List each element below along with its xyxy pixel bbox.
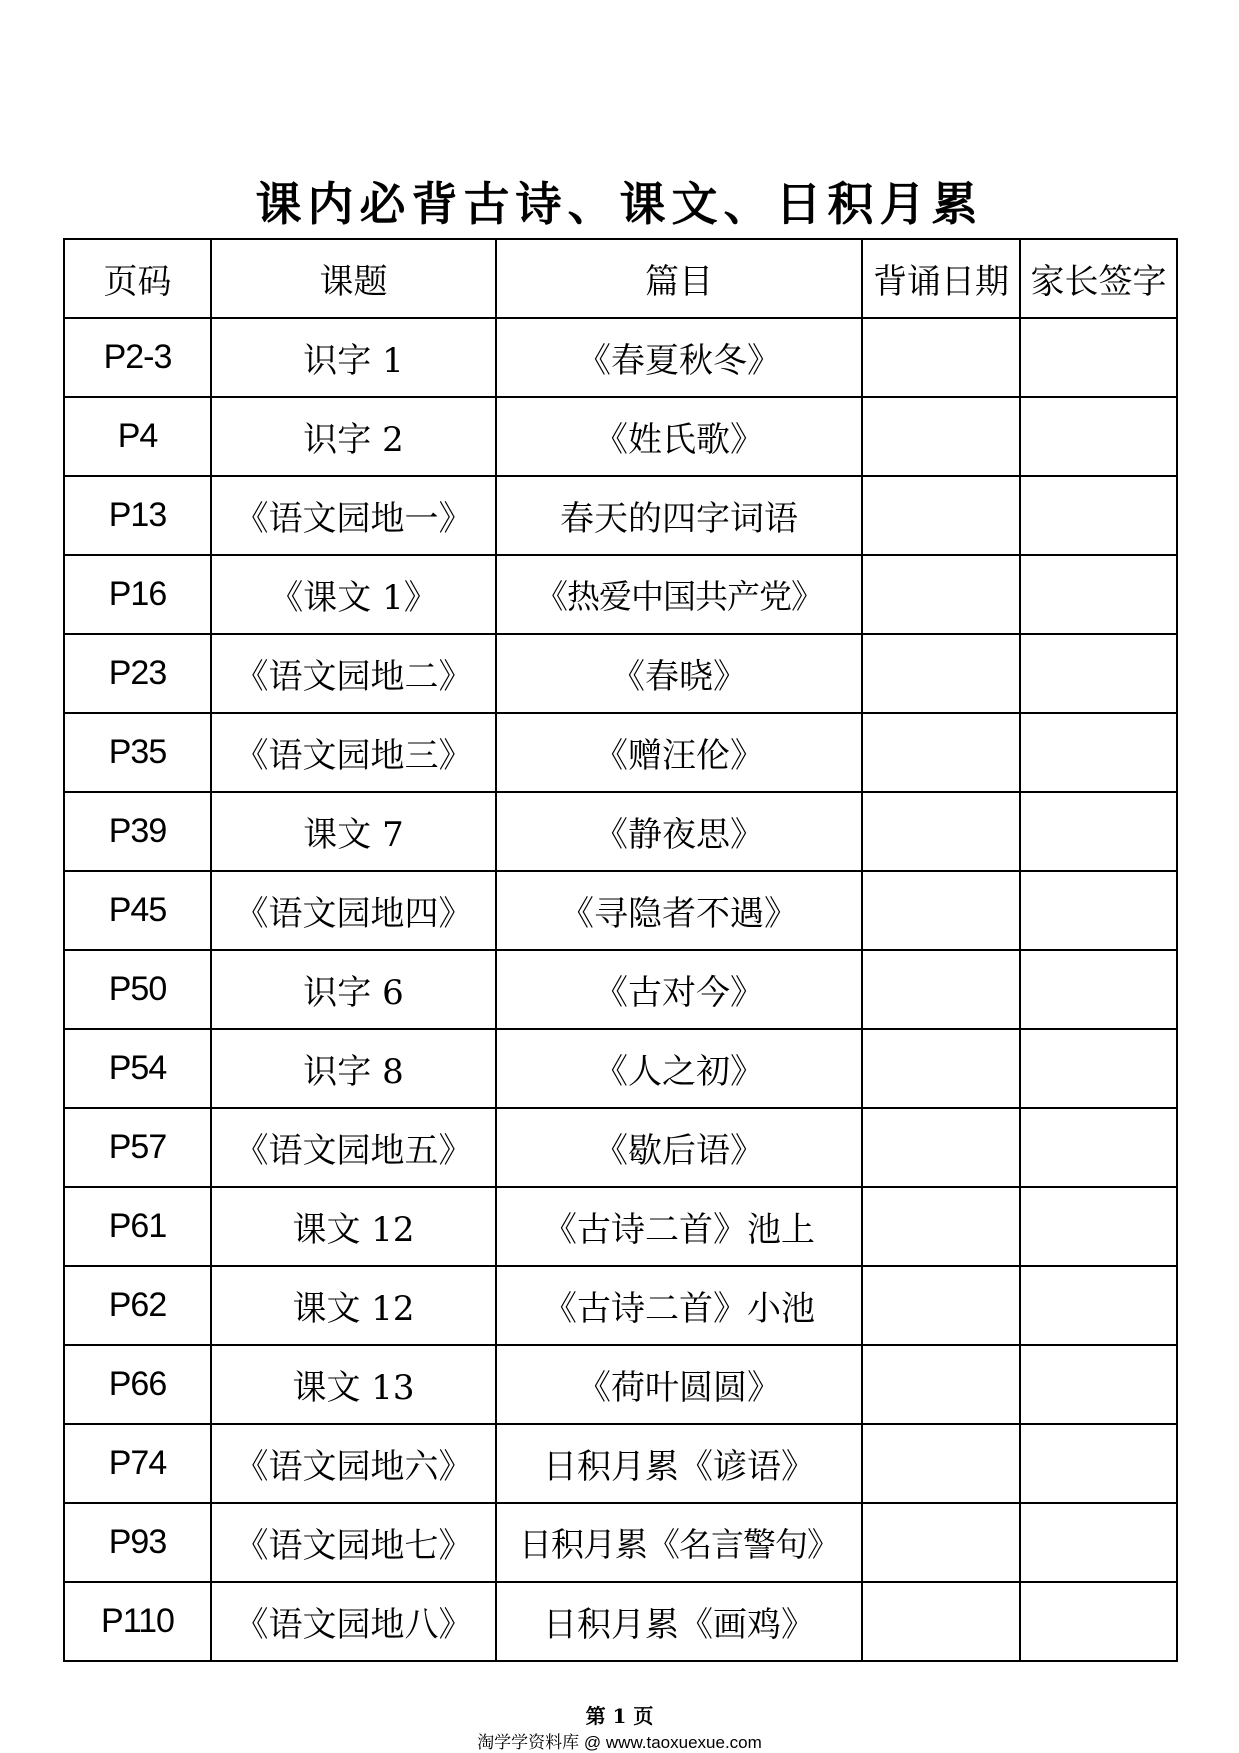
recite-date-cell[interactable] [862, 1345, 1020, 1424]
recite-date-cell[interactable] [862, 397, 1020, 476]
piece-cell: 《春晓》 [496, 634, 862, 713]
table-row [64, 1345, 1177, 1424]
table-row [64, 1503, 1177, 1582]
recite-date-cell[interactable] [862, 634, 1020, 713]
table-row [64, 1187, 1177, 1266]
piece-cell: 日积月累《画鸡》 [496, 1582, 862, 1661]
parent-signature-cell[interactable] [1020, 1029, 1177, 1108]
recite-date-cell[interactable] [862, 318, 1020, 397]
table-row [64, 871, 1177, 950]
page-cell: P45 [64, 871, 211, 950]
parent-signature-cell[interactable] [1020, 950, 1177, 1029]
piece-cell: 《热爱中国共产党》 [496, 555, 862, 634]
lesson-cell: 《语文园地七》 [211, 1503, 496, 1582]
piece-cell: 春天的四字词语 [496, 476, 862, 555]
piece-cell: 《歇后语》 [496, 1108, 862, 1187]
table-row [64, 1029, 1177, 1108]
parent-signature-cell[interactable] [1020, 1345, 1177, 1424]
parent-signature-cell[interactable] [1020, 792, 1177, 871]
parent-signature-cell[interactable] [1020, 1424, 1177, 1503]
recite-date-cell[interactable] [862, 950, 1020, 1029]
recite-date-cell[interactable] [862, 792, 1020, 871]
piece-cell: 《古诗二首》小池 [496, 1266, 862, 1345]
table-row [64, 792, 1177, 871]
page-cell: P61 [64, 1187, 211, 1266]
parent-signature-cell[interactable] [1020, 713, 1177, 792]
header-parent-signature: 家长签字 [1020, 239, 1177, 318]
lesson-cell: 识字 1 [211, 318, 496, 397]
lesson-cell: 《语文园地三》 [211, 713, 496, 792]
table-row [64, 555, 1177, 634]
table-row [64, 713, 1177, 792]
table-row [64, 397, 1177, 476]
page-cell: P23 [64, 634, 211, 713]
lesson-cell: 课文 12 [211, 1266, 496, 1345]
recite-date-cell[interactable] [862, 1029, 1020, 1108]
piece-cell: 《春夏秋冬》 [496, 318, 862, 397]
recite-date-cell[interactable] [862, 1503, 1020, 1582]
recite-date-cell[interactable] [862, 1582, 1020, 1661]
header-lesson: 课题 [211, 239, 496, 318]
header-piece: 篇目 [496, 239, 862, 318]
table-row [64, 1582, 1177, 1661]
parent-signature-cell[interactable] [1020, 476, 1177, 555]
piece-cell: 日积月累《谚语》 [496, 1424, 862, 1503]
page-cell: P57 [64, 1108, 211, 1187]
source-credit: 淘学学资料库 @ www.taoxuexue.com [477, 1733, 762, 1752]
page-cell: P74 [64, 1424, 211, 1503]
recitation-table [63, 238, 1178, 1662]
lesson-cell: 《语文园地四》 [211, 871, 496, 950]
page-cell: P50 [64, 950, 211, 1029]
parent-signature-cell[interactable] [1020, 555, 1177, 634]
parent-signature-cell[interactable] [1020, 1266, 1177, 1345]
lesson-cell: 《课文 1》 [211, 555, 496, 634]
recite-date-cell[interactable] [862, 476, 1020, 555]
page-cell: P54 [64, 1029, 211, 1108]
piece-cell: 《寻隐者不遇》 [496, 871, 862, 950]
page-number: 第 1 页 [585, 1704, 654, 1728]
recite-date-cell[interactable] [862, 1108, 1020, 1187]
piece-cell: 《人之初》 [496, 1029, 862, 1108]
parent-signature-cell[interactable] [1020, 397, 1177, 476]
lesson-cell: 识字 6 [211, 950, 496, 1029]
recite-date-cell[interactable] [862, 555, 1020, 634]
piece-cell: 《古诗二首》池上 [496, 1187, 862, 1266]
page-cell: P62 [64, 1266, 211, 1345]
table-row [64, 1424, 1177, 1503]
recite-date-cell[interactable] [862, 1424, 1020, 1503]
table-row [64, 476, 1177, 555]
page-cell: P93 [64, 1503, 211, 1582]
table-header-row [64, 239, 1177, 318]
page-cell: P4 [64, 397, 211, 476]
page-cell: P110 [64, 1582, 211, 1661]
table-row [64, 1266, 1177, 1345]
lesson-cell: 识字 2 [211, 397, 496, 476]
page-cell: P35 [64, 713, 211, 792]
parent-signature-cell[interactable] [1020, 318, 1177, 397]
page-cell: P16 [64, 555, 211, 634]
recite-date-cell[interactable] [862, 1187, 1020, 1266]
header-page: 页码 [64, 239, 211, 318]
lesson-cell: 识字 8 [211, 1029, 496, 1108]
lesson-cell: 课文 7 [211, 792, 496, 871]
parent-signature-cell[interactable] [1020, 1187, 1177, 1266]
parent-signature-cell[interactable] [1020, 1108, 1177, 1187]
recite-date-cell[interactable] [862, 871, 1020, 950]
piece-cell: 《姓氏歌》 [496, 397, 862, 476]
page-cell: P39 [64, 792, 211, 871]
piece-cell: 《荷叶圆圆》 [496, 1345, 862, 1424]
piece-cell: 《赠汪伦》 [496, 713, 862, 792]
page-cell: P2-3 [64, 318, 211, 397]
table-row [64, 950, 1177, 1029]
recite-date-cell[interactable] [862, 1266, 1020, 1345]
page-cell: P13 [64, 476, 211, 555]
lesson-cell: 《语文园地五》 [211, 1108, 496, 1187]
lesson-cell: 课文 12 [211, 1187, 496, 1266]
lesson-cell: 《语文园地六》 [211, 1424, 496, 1503]
parent-signature-cell[interactable] [1020, 634, 1177, 713]
header-recite-date: 背诵日期 [862, 239, 1020, 318]
parent-signature-cell[interactable] [1020, 1503, 1177, 1582]
table-row [64, 318, 1177, 397]
recite-date-cell[interactable] [862, 713, 1020, 792]
lesson-cell: 课文 13 [211, 1345, 496, 1424]
page-cell: P66 [64, 1345, 211, 1424]
piece-cell: 《古对今》 [496, 950, 862, 1029]
parent-signature-cell[interactable] [1020, 871, 1177, 950]
lesson-cell: 《语文园地二》 [211, 634, 496, 713]
parent-signature-cell[interactable] [1020, 1582, 1177, 1661]
table-row [64, 634, 1177, 713]
lesson-cell: 《语文园地八》 [211, 1582, 496, 1661]
table-row [64, 1108, 1177, 1187]
page-title: 课内必背古诗、课文、日积月累 [255, 177, 984, 231]
piece-cell: 日积月累《名言警句》 [496, 1503, 862, 1582]
piece-cell: 《静夜思》 [496, 792, 862, 871]
lesson-cell: 《语文园地一》 [211, 476, 496, 555]
